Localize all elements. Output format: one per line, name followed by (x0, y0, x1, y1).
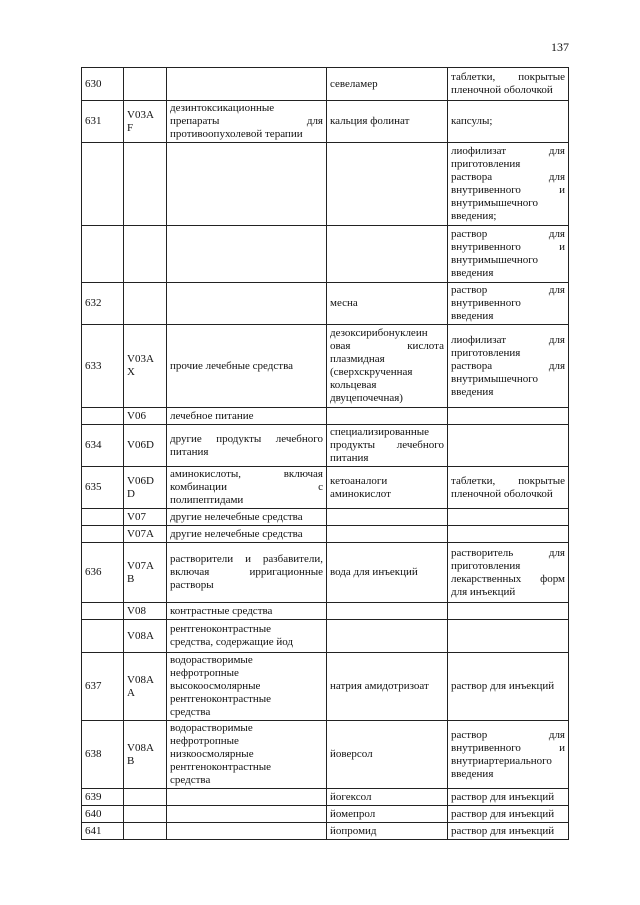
group-name-cell (167, 408, 327, 425)
table-row (82, 226, 569, 283)
group-name-cell (167, 509, 327, 526)
cell-line: внутриартериального (451, 754, 552, 767)
cell-text: 634 (85, 439, 102, 451)
cell-line: кольцевая (330, 379, 377, 391)
row-number-cell (82, 283, 124, 325)
row-number-cell (82, 226, 124, 283)
group-name-cell (167, 325, 327, 408)
drug-name-cell (327, 721, 448, 789)
atc-code-cell (124, 408, 167, 425)
dosage-form-cell (448, 68, 569, 101)
dosage-form-cell (448, 806, 569, 823)
row-number-cell (82, 806, 124, 823)
cell-line: раствора для (451, 359, 565, 372)
cell-line: пленочной оболочкой (451, 84, 553, 96)
cell-line: внутримышечного (451, 254, 538, 266)
table-row (82, 408, 569, 425)
cell-line: V08 (127, 604, 146, 617)
atc-code-cell (124, 68, 167, 101)
atc-code-cell (124, 283, 167, 325)
atc-code-cell (124, 509, 167, 526)
cell-line: введения; (451, 210, 497, 222)
drug-name-cell (327, 467, 448, 509)
cell-line: лекарственных форм (451, 572, 565, 585)
drug-name-cell (327, 526, 448, 543)
group-name-cell (167, 823, 327, 840)
group-name-cell (167, 101, 327, 143)
drug-name-cell (327, 408, 448, 425)
cell-line: приготовления (451, 158, 521, 170)
drug-name-cell (327, 620, 448, 653)
cell-line: V07A (127, 527, 154, 540)
cell-line: дезинтоксикационные (170, 102, 275, 114)
cell-line: другие нелечебные средства (170, 510, 303, 523)
cell-line: раствор для (451, 728, 565, 741)
cell-line: V08A (127, 673, 154, 686)
cell-line: V03A (127, 353, 154, 365)
cell-text: йоверсол (330, 748, 373, 760)
row-number-cell (82, 823, 124, 840)
cell-line: введения (451, 767, 494, 780)
dosage-form-cell (448, 620, 569, 653)
cell-line: рентгеноконтрастные (170, 761, 272, 773)
cell-text: 630 (85, 77, 102, 90)
drug-name-cell (327, 101, 448, 143)
cell-line: внутривенного (451, 297, 521, 309)
dosage-form-cell (448, 408, 569, 425)
group-name-cell (167, 721, 327, 789)
cell-text: йопромид (330, 824, 377, 837)
cell-line: другие нелечебные средства (170, 527, 303, 540)
cell-line: лиофилизат для (451, 145, 565, 157)
atc-code-cell (124, 143, 167, 226)
table-row (82, 143, 569, 226)
group-name-cell (167, 526, 327, 543)
cell-line: раствор для (451, 284, 565, 296)
cell-line: водорастворимые (170, 654, 253, 666)
dosage-form-cell (448, 467, 569, 509)
cell-line: A (127, 686, 135, 699)
cell-line: раствор для инъекций (451, 807, 555, 820)
row-number-cell (82, 101, 124, 143)
drug-name-cell (327, 806, 448, 823)
cell-text: вода для инъекций (330, 566, 418, 578)
cell-line: нефротропные (170, 735, 239, 747)
cell-line: внутримышечного (451, 197, 538, 209)
cell-text: йомепрол (330, 807, 376, 820)
cell-line: B (127, 754, 135, 767)
group-name-cell (167, 789, 327, 806)
cell-line: аминокислот (330, 487, 391, 500)
cell-line: V07A (127, 559, 154, 572)
dosage-form-cell (448, 653, 569, 721)
cell-text: 631 (85, 115, 102, 127)
atc-code-cell (124, 721, 167, 789)
row-number-cell (82, 408, 124, 425)
dosage-form-cell (448, 509, 569, 526)
group-name-cell (167, 283, 327, 325)
cell-line: полипептидами (170, 494, 244, 506)
row-number-cell (82, 603, 124, 620)
cell-line: контрастные средства (170, 604, 273, 617)
row-number-cell (82, 325, 124, 408)
cell-line: препараты для (170, 115, 323, 127)
drug-name-cell (327, 509, 448, 526)
row-number-cell (82, 653, 124, 721)
cell-line: лиофилизат для (451, 333, 565, 346)
cell-line: V06D (127, 439, 154, 451)
group-name-cell (167, 603, 327, 620)
cell-line: раствора для (451, 171, 565, 183)
cell-text: 633 (85, 359, 102, 372)
cell-line: растворитель для (451, 546, 565, 559)
cell-line: аминокислоты, включая (170, 468, 323, 480)
group-name-cell (167, 467, 327, 509)
table-row (82, 68, 569, 101)
dosage-form-cell (448, 721, 569, 789)
drug-name-cell (327, 653, 448, 721)
row-number-cell (82, 68, 124, 101)
group-name-cell (167, 226, 327, 283)
cell-line: X (127, 366, 135, 378)
cell-line: введения (451, 310, 494, 322)
dosage-form-cell (448, 425, 569, 467)
cell-text: 632 (85, 297, 102, 309)
drug-name-cell (327, 789, 448, 806)
page-number: 137 (551, 40, 569, 54)
row-number-cell (82, 467, 124, 509)
cell-line: питания (330, 452, 369, 464)
row-number-cell (82, 789, 124, 806)
cell-line: V03A (127, 108, 154, 121)
atc-code-cell (124, 653, 167, 721)
cell-line: F (127, 121, 134, 134)
row-number-cell (82, 543, 124, 603)
dosage-form-cell (448, 283, 569, 325)
row-number-cell (82, 509, 124, 526)
dosage-form-cell (448, 823, 569, 840)
cell-text: 639 (85, 790, 102, 803)
cell-line: включая ирригационные (170, 566, 323, 578)
cell-line: капсулы; (451, 115, 493, 127)
table-row (82, 526, 569, 543)
row-number-cell (82, 721, 124, 789)
drug-name-cell (327, 425, 448, 467)
row-number-cell (82, 526, 124, 543)
cell-line: внутривенного и (451, 184, 565, 196)
drug-name-cell (327, 603, 448, 620)
atc-code-cell (124, 823, 167, 840)
cell-text: 637 (85, 680, 102, 692)
cell-line: введения (451, 385, 494, 398)
atc-code-cell (124, 603, 167, 620)
table-row (82, 325, 569, 408)
atc-code-cell (124, 526, 167, 543)
cell-line: лечебное питание (170, 409, 254, 422)
drug-name-cell (327, 143, 448, 226)
cell-line: для инъекций (451, 585, 516, 598)
cell-text: 636 (85, 566, 102, 578)
cell-line: комбинации с (170, 481, 323, 493)
atc-code-cell (124, 226, 167, 283)
cell-text: 635 (85, 481, 102, 493)
cell-line: средства (170, 774, 211, 786)
atc-code-cell (124, 101, 167, 143)
cell-line: дезоксирибонуклеин (330, 327, 428, 339)
group-name-cell (167, 68, 327, 101)
cell-line: овая кислота (330, 340, 444, 352)
cell-line: V06D (127, 474, 154, 487)
group-name-cell (167, 806, 327, 823)
cell-line: D (127, 487, 135, 500)
row-number-cell (82, 425, 124, 467)
cell-line: плазмидная (330, 353, 385, 365)
cell-line: питания (170, 445, 209, 458)
table-row (82, 509, 569, 526)
cell-line: противоопухолевой терапии (170, 128, 303, 140)
dosage-form-cell (448, 143, 569, 226)
cell-line: низкоосмолярные (170, 748, 254, 760)
dosage-form-cell (448, 603, 569, 620)
cell-line: приготовления (451, 346, 521, 359)
cell-line: специализированные (330, 426, 429, 438)
drug-name-cell (327, 823, 448, 840)
cell-line: двуцепочечная) (330, 392, 403, 404)
atc-code-cell (124, 425, 167, 467)
table-row (82, 823, 569, 840)
cell-text: месна (330, 297, 358, 309)
cell-line: таблетки, покрытые (451, 474, 565, 487)
cell-line: водорастворимые (170, 722, 253, 734)
atc-code-cell (124, 806, 167, 823)
dosage-form-cell (448, 325, 569, 408)
cell-line: кетоаналоги (330, 474, 388, 487)
cell-line: V07 (127, 510, 146, 523)
group-name-cell (167, 425, 327, 467)
row-number-cell (82, 620, 124, 653)
cell-line: V08A (127, 629, 154, 642)
cell-line: рентгеноконтрастные (170, 623, 272, 635)
drug-name-cell (327, 283, 448, 325)
atc-code-cell (124, 467, 167, 509)
cell-text: севеламер (330, 77, 378, 90)
cell-line: B (127, 572, 135, 585)
cell-line: пленочной оболочкой (451, 487, 553, 500)
cell-text: 640 (85, 807, 102, 820)
dosage-form-cell (448, 789, 569, 806)
table-row (82, 620, 569, 653)
table-row (82, 283, 569, 325)
dosage-form-cell (448, 101, 569, 143)
cell-line: внутривенного и (451, 741, 565, 754)
cell-line: V06 (127, 409, 146, 422)
drug-registry-table (81, 67, 569, 840)
dosage-form-cell (448, 526, 569, 543)
atc-code-cell (124, 620, 167, 653)
cell-line: V08A (127, 741, 154, 754)
cell-line: средства, содержащие йод (170, 636, 294, 648)
cell-line: приготовления (451, 559, 521, 572)
table-row (82, 721, 569, 789)
dosage-form-cell (448, 226, 569, 283)
group-name-cell (167, 653, 327, 721)
cell-text: йогексол (330, 790, 372, 803)
drug-name-cell (327, 68, 448, 101)
cell-line: внутримышечного (451, 372, 538, 385)
atc-code-cell (124, 789, 167, 806)
atc-code-cell (124, 543, 167, 603)
cell-line: рентгеноконтрастные (170, 693, 272, 705)
cell-line: средства (170, 706, 211, 718)
cell-line: прочие лечебные средства (170, 359, 294, 372)
dosage-form-cell (448, 543, 569, 603)
cell-text: натрия амидотризоат (330, 680, 429, 692)
atc-code-cell (124, 325, 167, 408)
table-row (82, 653, 569, 721)
table-row (82, 543, 569, 603)
drug-name-cell (327, 325, 448, 408)
row-number-cell (82, 143, 124, 226)
cell-line: (сверхскрученная (330, 366, 413, 378)
cell-line: другие продукты лечебного (170, 432, 323, 445)
table-row (82, 603, 569, 620)
group-name-cell (167, 620, 327, 653)
cell-text: кальция фолинат (330, 115, 410, 127)
cell-line: высокоосмолярные (170, 680, 261, 692)
drug-name-cell (327, 226, 448, 283)
cell-line: раствор для инъекций (451, 824, 555, 837)
cell-line: таблетки, покрытые (451, 71, 565, 83)
cell-line: продукты лечебного (330, 439, 444, 451)
cell-text: 638 (85, 748, 102, 760)
table-row (82, 425, 569, 467)
cell-line: растворители и разбавители, (170, 553, 323, 565)
table-row (82, 806, 569, 823)
cell-line: раствор для инъекций (451, 680, 555, 692)
table-row (82, 467, 569, 509)
cell-line: раствор для (451, 228, 565, 240)
cell-line: нефротропные (170, 667, 239, 679)
table-row (82, 789, 569, 806)
group-name-cell (167, 143, 327, 226)
cell-line: внутривенного и (451, 241, 565, 253)
cell-text: 641 (85, 824, 102, 837)
table-row (82, 101, 569, 143)
group-name-cell (167, 543, 327, 603)
cell-line: растворы (170, 579, 214, 591)
cell-line: раствор для инъекций (451, 790, 555, 803)
drug-name-cell (327, 543, 448, 603)
cell-line: введения (451, 267, 494, 279)
